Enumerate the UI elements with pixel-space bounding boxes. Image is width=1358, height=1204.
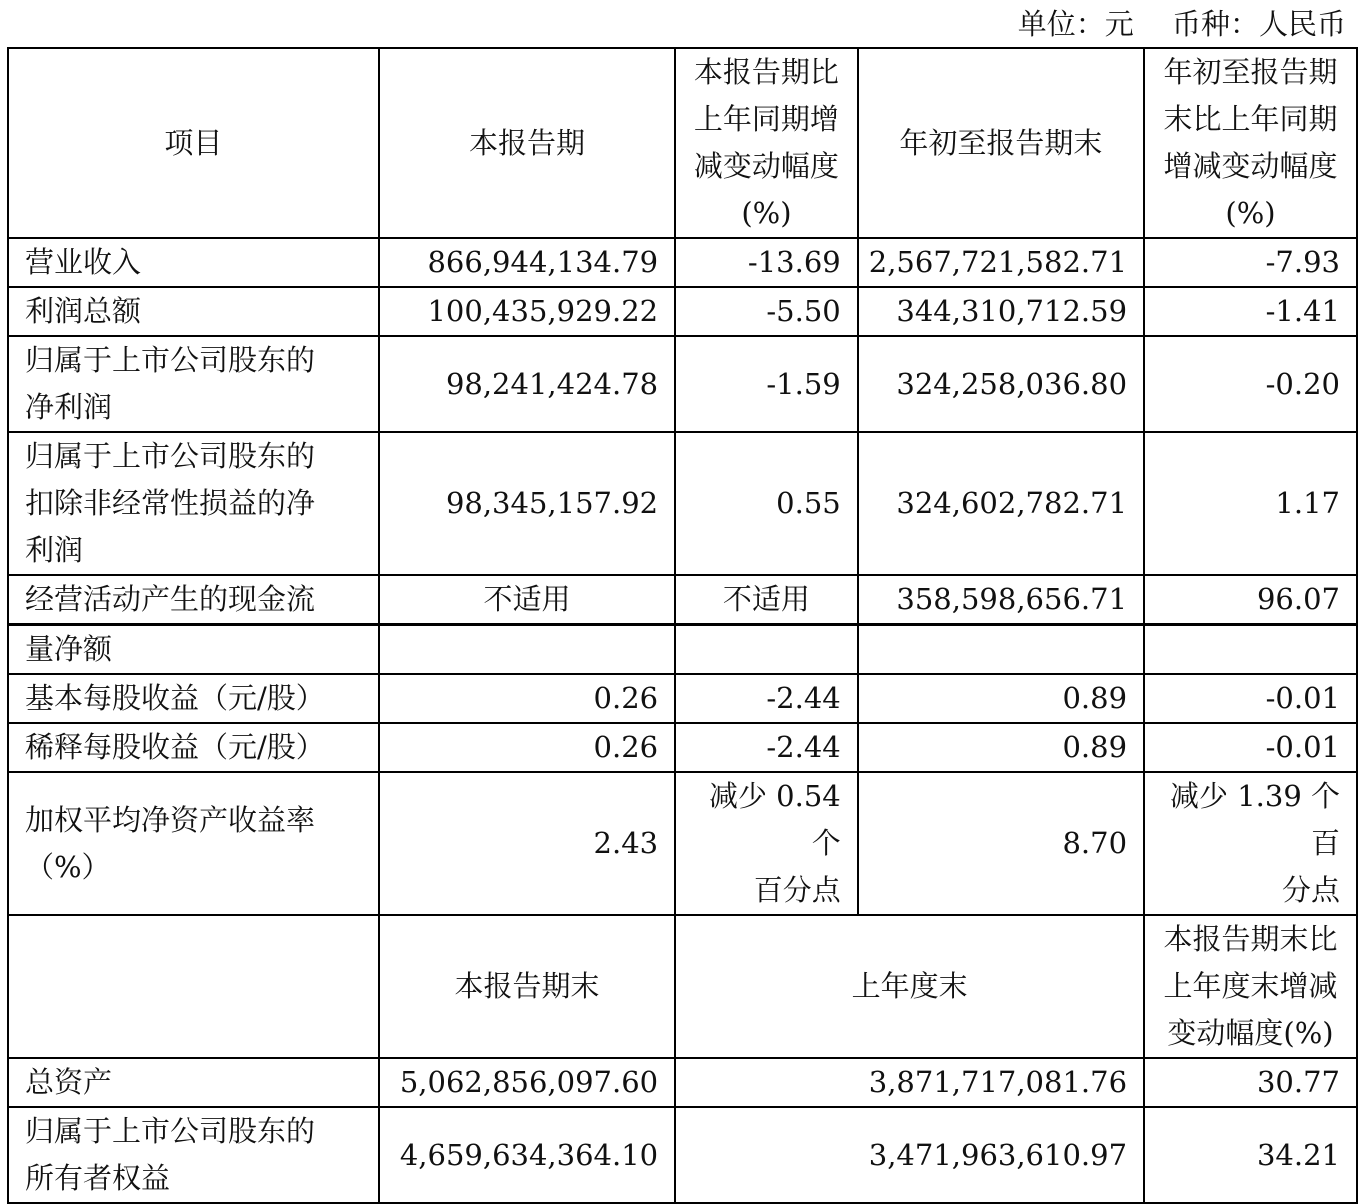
cell-change: 30.77 xyxy=(1144,1058,1357,1107)
unit-currency-note: 单位：元 币种：人民币 xyxy=(1017,7,1346,41)
row-label: 基本每股收益（元/股） xyxy=(8,674,379,723)
table-row xyxy=(8,336,1357,432)
cell-current: 不适用 xyxy=(379,575,675,625)
row-label: 归属于上市公司股东的 净利润 xyxy=(8,336,379,432)
empty-cell xyxy=(858,625,1144,675)
cell-current: 98,345,157.92 xyxy=(379,432,675,575)
empty-cell xyxy=(379,625,675,675)
cell-ytd: 2,567,721,582.71 xyxy=(858,238,1144,287)
header-current-period: 本报告期 xyxy=(379,48,675,238)
header-prev-year-end: 上年度末 xyxy=(675,915,1144,1058)
cell-ytd: 358,598,656.71 xyxy=(858,575,1144,625)
table-row xyxy=(8,625,1357,675)
cell-current-change: -5.50 xyxy=(675,287,858,336)
table-row xyxy=(8,432,1357,575)
cell-change: 34.21 xyxy=(1144,1107,1357,1203)
row-label: 经营活动产生的现金流 xyxy=(8,575,379,625)
cell-ytd-change: -7.93 xyxy=(1144,238,1357,287)
table-row xyxy=(8,674,1357,723)
row-label: 归属于上市公司股东的 扣除非经常性损益的净 利润 xyxy=(8,432,379,575)
cell-current-change: 0.55 xyxy=(675,432,858,575)
cell-ytd: 0.89 xyxy=(858,723,1144,772)
header-row-2 xyxy=(8,915,1357,1058)
empty-cell xyxy=(675,625,858,675)
cell-current: 100,435,929.22 xyxy=(379,287,675,336)
row-label: 利润总额 xyxy=(8,287,379,336)
row-label: 营业收入 xyxy=(8,238,379,287)
cell-ytd: 324,602,782.71 xyxy=(858,432,1144,575)
cell-current-change: -1.59 xyxy=(675,336,858,432)
row-label: 稀释每股收益（元/股） xyxy=(8,723,379,772)
cell-current-change: 不适用 xyxy=(675,575,858,625)
header-row xyxy=(8,48,1357,238)
cell-current-change: -2.44 xyxy=(675,723,858,772)
cell-ytd-change: -0.20 xyxy=(1144,336,1357,432)
table-row xyxy=(8,772,1357,915)
header-period-end-change: 本报告期末比 上年度末增减 变动幅度(%) xyxy=(1144,915,1357,1058)
header-item: 项目 xyxy=(8,48,379,238)
cell-period-end: 5,062,856,097.60 xyxy=(379,1058,675,1107)
cell-period-end: 4,659,634,364.10 xyxy=(379,1107,675,1203)
cell-ytd-change: 1.17 xyxy=(1144,432,1357,575)
cell-current-change: -13.69 xyxy=(675,238,858,287)
row-label: 加权平均净资产收益率 （%） xyxy=(8,772,379,915)
cell-ytd-change: 96.07 xyxy=(1144,575,1357,625)
cell-current: 866,944,134.79 xyxy=(379,238,675,287)
empty-cell xyxy=(8,915,379,1058)
header-period-end: 本报告期末 xyxy=(379,915,675,1058)
table-row xyxy=(8,723,1357,772)
row-label-continued: 量净额 xyxy=(8,625,379,675)
empty-cell xyxy=(1144,625,1357,675)
cell-ytd-change: 减少 1.39 个百 分点 xyxy=(1144,772,1357,915)
header-ytd-change: 年初至报告期 末比上年同期 增减变动幅度 (%) xyxy=(1144,48,1357,238)
row-label: 总资产 xyxy=(8,1058,379,1107)
cell-ytd-change: -0.01 xyxy=(1144,723,1357,772)
cell-current: 2.43 xyxy=(379,772,675,915)
header-ytd: 年初至报告期末 xyxy=(858,48,1144,238)
cell-ytd-change: -0.01 xyxy=(1144,674,1357,723)
row-label: 归属于上市公司股东的 所有者权益 xyxy=(8,1107,379,1203)
cell-ytd-change: -1.41 xyxy=(1144,287,1357,336)
cell-ytd: 344,310,712.59 xyxy=(858,287,1144,336)
table-row xyxy=(8,575,1357,625)
table-row xyxy=(8,1058,1357,1107)
cell-current-change: -2.44 xyxy=(675,674,858,723)
table-row xyxy=(8,287,1357,336)
cell-current: 0.26 xyxy=(379,674,675,723)
table-row xyxy=(8,1107,1357,1203)
header-current-change: 本报告期比 上年同期增 减变动幅度 (%) xyxy=(675,48,858,238)
cell-ytd: 8.70 xyxy=(858,772,1144,915)
cell-current: 0.26 xyxy=(379,723,675,772)
cell-current-change: 减少 0.54 个 百分点 xyxy=(675,772,858,915)
cell-prev-year-end: 3,871,717,081.76 xyxy=(675,1058,1144,1107)
cell-ytd: 0.89 xyxy=(858,674,1144,723)
financial-data-table xyxy=(7,47,1358,1204)
cell-prev-year-end: 3,471,963,610.97 xyxy=(675,1107,1144,1203)
cell-current: 98,241,424.78 xyxy=(379,336,675,432)
cell-ytd: 324,258,036.80 xyxy=(858,336,1144,432)
table-row xyxy=(8,238,1357,287)
